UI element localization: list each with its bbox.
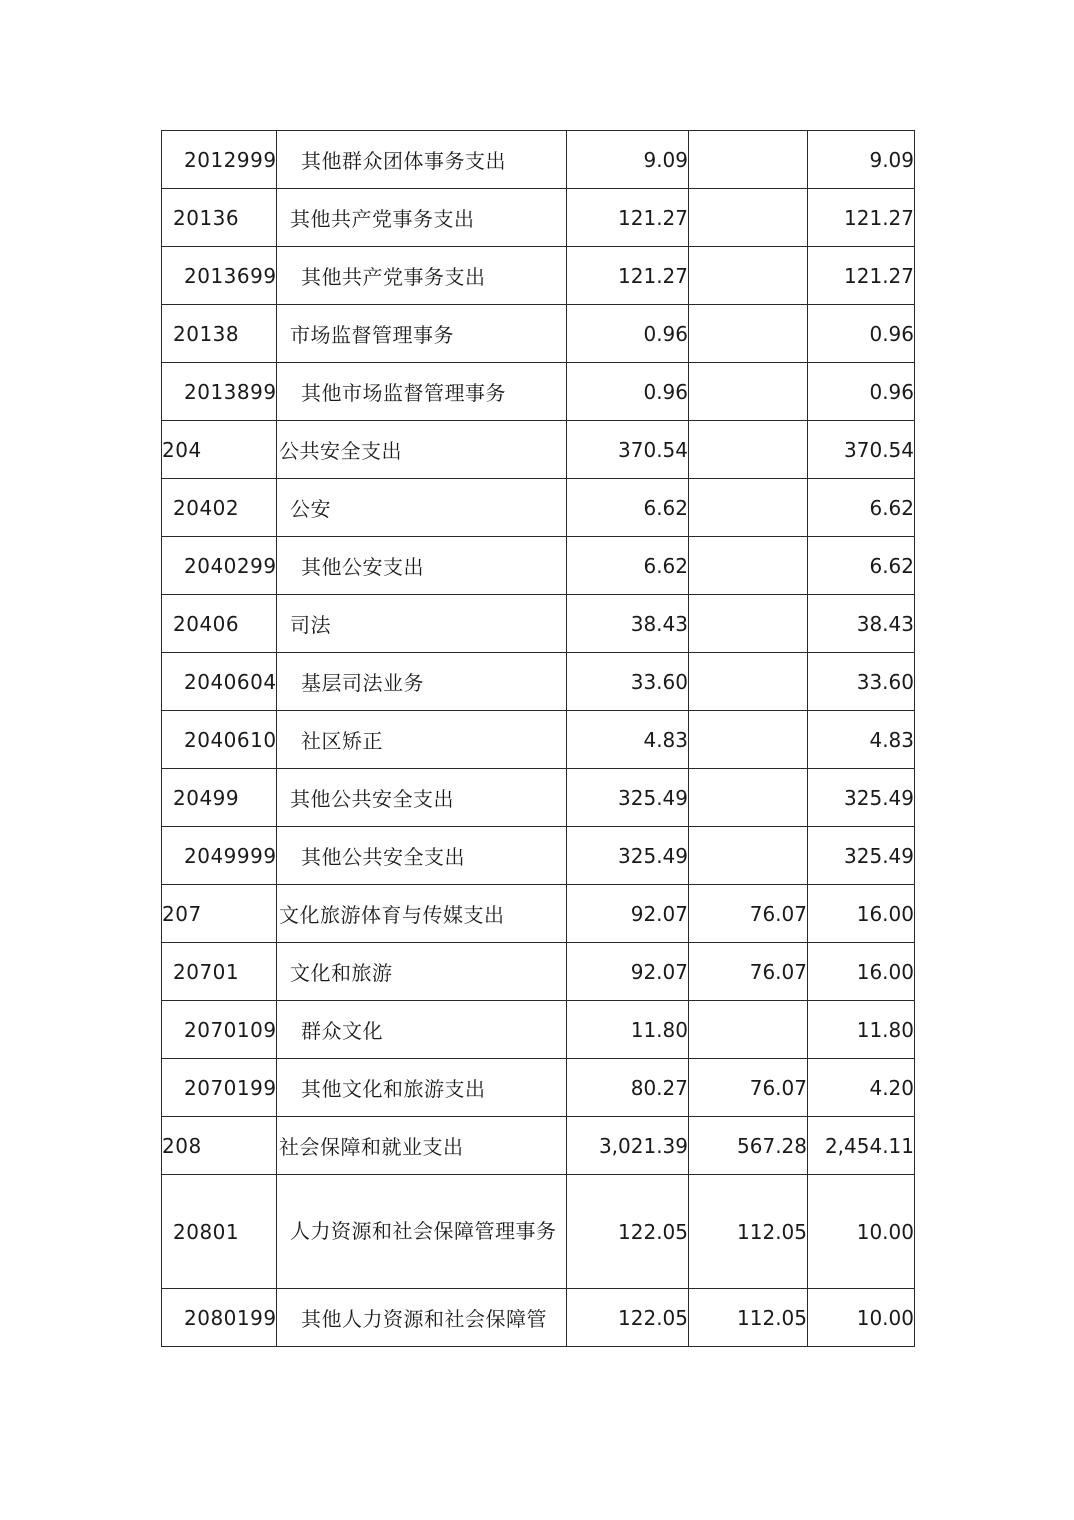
code-cell: 2013699 (162, 247, 277, 305)
table-row (162, 131, 915, 189)
basic-expenditure-cell (689, 247, 808, 305)
code-cell: 2040299 (162, 537, 277, 595)
name-cell: 社区矫正 (277, 711, 567, 769)
project-expenditure-cell: 6.62 (808, 537, 915, 595)
code-cell: 20138 (162, 305, 277, 363)
table-row (162, 479, 915, 537)
table-row (162, 1059, 915, 1117)
total-cell: 33.60 (567, 653, 689, 711)
total-cell: 121.27 (567, 247, 689, 305)
basic-expenditure-cell (689, 479, 808, 537)
basic-expenditure-cell: 76.07 (689, 1059, 808, 1117)
total-cell: 38.43 (567, 595, 689, 653)
name-cell: 其他群众团体事务支出 (277, 131, 567, 189)
total-cell: 122.05 (567, 1175, 689, 1289)
code-cell: 2070199 (162, 1059, 277, 1117)
basic-expenditure-cell: 112.05 (689, 1289, 808, 1347)
basic-expenditure-cell (689, 711, 808, 769)
project-expenditure-cell: 325.49 (808, 769, 915, 827)
total-cell: 0.96 (567, 363, 689, 421)
table-row (162, 1289, 915, 1347)
table-row (162, 1175, 915, 1289)
total-cell: 122.05 (567, 1289, 689, 1347)
project-expenditure-cell: 38.43 (808, 595, 915, 653)
basic-expenditure-cell: 76.07 (689, 885, 808, 943)
code-cell: 2070109 (162, 1001, 277, 1059)
table-row (162, 711, 915, 769)
code-cell: 20499 (162, 769, 277, 827)
basic-expenditure-cell: 76.07 (689, 943, 808, 1001)
total-cell: 6.62 (567, 537, 689, 595)
project-expenditure-cell: 4.83 (808, 711, 915, 769)
total-cell: 121.27 (567, 189, 689, 247)
name-cell: 其他文化和旅游支出 (277, 1059, 567, 1117)
project-expenditure-cell: 0.96 (808, 305, 915, 363)
name-cell: 其他共产党事务支出 (277, 189, 567, 247)
total-cell: 4.83 (567, 711, 689, 769)
project-expenditure-cell: 6.62 (808, 479, 915, 537)
project-expenditure-cell: 2,454.11 (808, 1117, 915, 1175)
total-cell: 325.49 (567, 769, 689, 827)
code-cell: 2013899 (162, 363, 277, 421)
code-cell: 2012999 (162, 131, 277, 189)
project-expenditure-cell: 33.60 (808, 653, 915, 711)
name-cell: 司法 (277, 595, 567, 653)
project-expenditure-cell: 121.27 (808, 247, 915, 305)
basic-expenditure-cell (689, 595, 808, 653)
code-cell: 20402 (162, 479, 277, 537)
table-row (162, 943, 915, 1001)
table-row (162, 421, 915, 479)
basic-expenditure-cell (689, 653, 808, 711)
project-expenditure-cell: 10.00 (808, 1289, 915, 1347)
total-cell: 11.80 (567, 1001, 689, 1059)
project-expenditure-cell: 16.00 (808, 885, 915, 943)
code-cell: 207 (162, 885, 277, 943)
table-row (162, 653, 915, 711)
name-cell: 公安 (277, 479, 567, 537)
code-cell: 20136 (162, 189, 277, 247)
table-row (162, 885, 915, 943)
name-cell: 其他公安支出 (277, 537, 567, 595)
total-cell: 325.49 (567, 827, 689, 885)
table-row (162, 827, 915, 885)
total-cell: 92.07 (567, 885, 689, 943)
code-cell: 20406 (162, 595, 277, 653)
name-cell: 市场监督管理事务 (277, 305, 567, 363)
project-expenditure-cell: 9.09 (808, 131, 915, 189)
name-cell: 基层司法业务 (277, 653, 567, 711)
basic-expenditure-cell (689, 363, 808, 421)
basic-expenditure-cell (689, 537, 808, 595)
total-cell: 6.62 (567, 479, 689, 537)
table-row (162, 247, 915, 305)
code-cell: 2040604 (162, 653, 277, 711)
table-row (162, 537, 915, 595)
project-expenditure-cell: 10.00 (808, 1175, 915, 1289)
name-cell: 群众文化 (277, 1001, 567, 1059)
project-expenditure-cell: 4.20 (808, 1059, 915, 1117)
name-cell: 其他市场监督管理事务 (277, 363, 567, 421)
name-cell: 其他公共安全支出 (277, 769, 567, 827)
table-row (162, 769, 915, 827)
name-cell: 其他公共安全支出 (277, 827, 567, 885)
code-cell: 208 (162, 1117, 277, 1175)
project-expenditure-cell: 370.54 (808, 421, 915, 479)
total-cell: 0.96 (567, 305, 689, 363)
name-cell: 人力资源和社会保障管理事务 (277, 1175, 567, 1289)
name-cell: 公共安全支出 (277, 421, 567, 479)
table-row (162, 305, 915, 363)
code-cell: 2049999 (162, 827, 277, 885)
basic-expenditure-cell (689, 189, 808, 247)
total-cell: 3,021.39 (567, 1117, 689, 1175)
code-cell: 20701 (162, 943, 277, 1001)
code-cell: 204 (162, 421, 277, 479)
project-expenditure-cell: 0.96 (808, 363, 915, 421)
basic-expenditure-cell: 112.05 (689, 1175, 808, 1289)
basic-expenditure-cell (689, 769, 808, 827)
table-row (162, 363, 915, 421)
basic-expenditure-cell (689, 421, 808, 479)
name-cell: 文化旅游体育与传媒支出 (277, 885, 567, 943)
basic-expenditure-cell (689, 131, 808, 189)
basic-expenditure-cell (689, 827, 808, 885)
total-cell: 80.27 (567, 1059, 689, 1117)
basic-expenditure-cell (689, 305, 808, 363)
name-cell: 社会保障和就业支出 (277, 1117, 567, 1175)
total-cell: 370.54 (567, 421, 689, 479)
table-row (162, 1001, 915, 1059)
project-expenditure-cell: 121.27 (808, 189, 915, 247)
project-expenditure-cell: 11.80 (808, 1001, 915, 1059)
table-row (162, 595, 915, 653)
name-cell: 其他人力资源和社会保障管 (277, 1289, 567, 1347)
table-row (162, 1117, 915, 1175)
name-cell: 文化和旅游 (277, 943, 567, 1001)
expenditure-table (161, 130, 915, 1347)
code-cell: 2040610 (162, 711, 277, 769)
code-cell: 2080199 (162, 1289, 277, 1347)
basic-expenditure-cell: 567.28 (689, 1117, 808, 1175)
code-cell: 20801 (162, 1175, 277, 1289)
project-expenditure-cell: 325.49 (808, 827, 915, 885)
name-cell: 其他共产党事务支出 (277, 247, 567, 305)
total-cell: 92.07 (567, 943, 689, 1001)
table-row (162, 189, 915, 247)
project-expenditure-cell: 16.00 (808, 943, 915, 1001)
total-cell: 9.09 (567, 131, 689, 189)
basic-expenditure-cell (689, 1001, 808, 1059)
